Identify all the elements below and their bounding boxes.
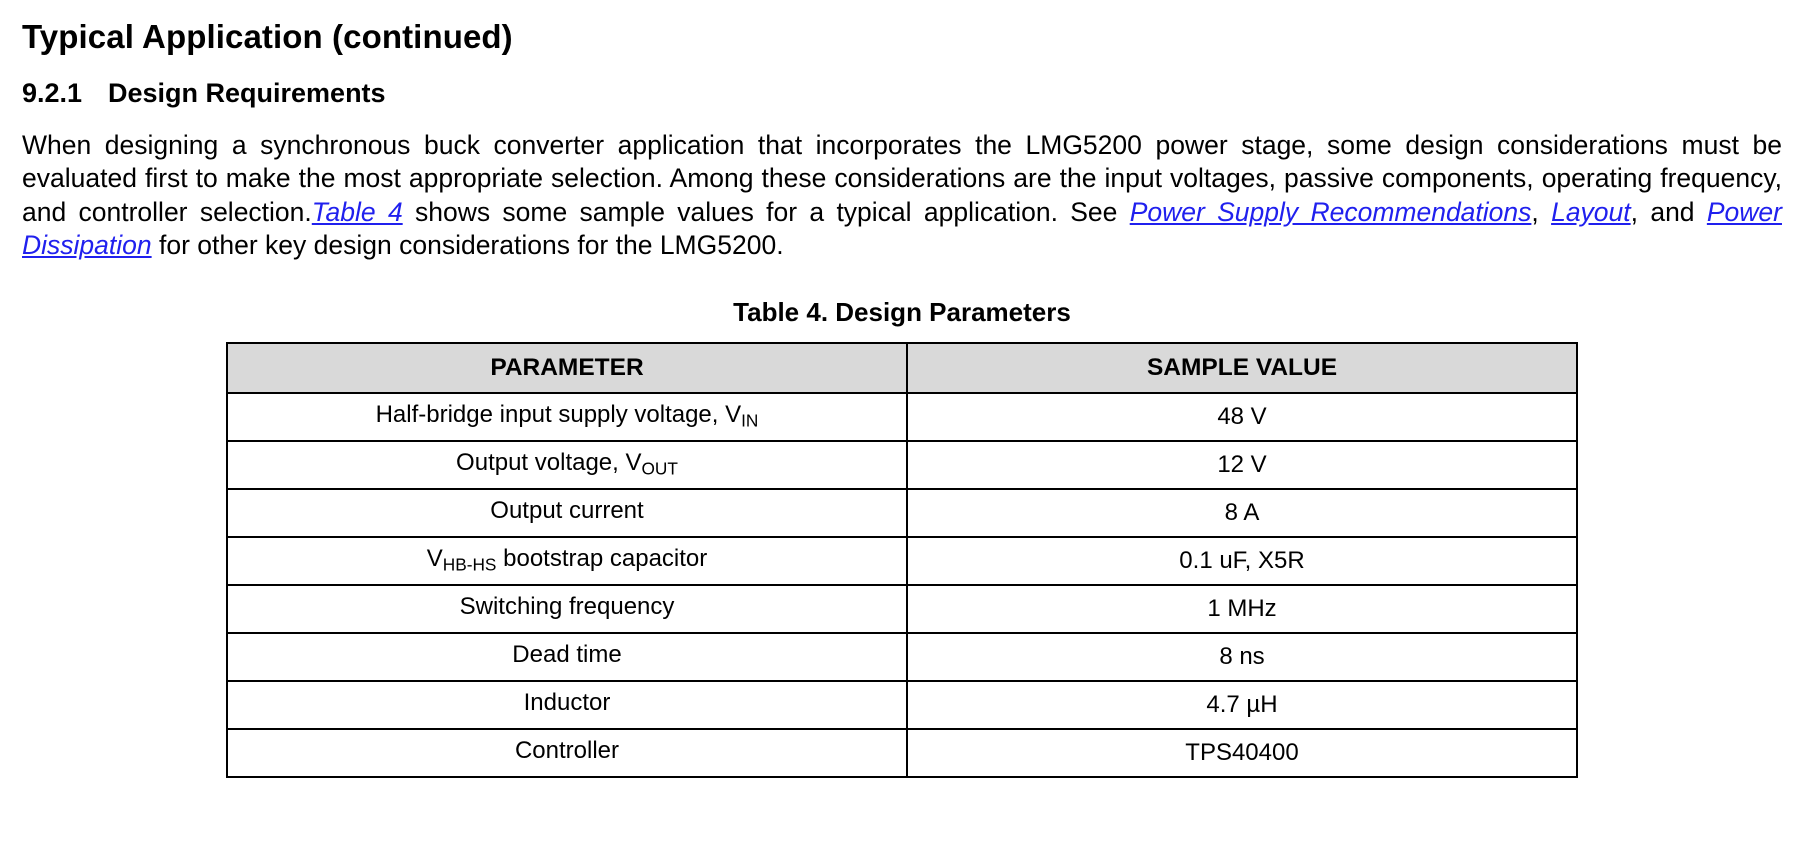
parameter-prefix: Inductor (523, 689, 611, 717)
cell-parameter (227, 729, 907, 777)
parameter-prefix: Switching frequency (459, 593, 675, 621)
cell-sample-value: 0.1 uF, X5R (907, 537, 1577, 585)
cell-sample-value: TPS40400 (907, 729, 1577, 777)
cell-sample-value: 48 V (907, 393, 1577, 441)
design-parameters-table (226, 342, 1578, 778)
parameter-prefix: Controller (514, 737, 620, 765)
link-power-supply-recommendations[interactable]: Power Supply Recommendations (1129, 196, 1532, 227)
parameter-subscript: HB-HS (442, 554, 497, 575)
table-row (227, 681, 1577, 729)
subsection-heading (22, 78, 1782, 109)
table-row (227, 537, 1577, 585)
table-row (227, 729, 1577, 777)
paragraph-part-4: for other key design considerations for the LMG5200. (151, 230, 784, 261)
parameter-prefix: V (426, 545, 443, 573)
cell-sample-value: 8 A (907, 489, 1577, 537)
table-row (227, 585, 1577, 633)
cell-parameter (227, 537, 907, 585)
table-header-row (227, 343, 1577, 393)
link-table-4[interactable]: Table 4 (311, 196, 403, 227)
cell-sample-value: 4.7 µH (907, 681, 1577, 729)
parameter-prefix: Output current (490, 497, 644, 525)
cell-parameter (227, 681, 907, 729)
cell-parameter (227, 489, 907, 537)
table-row (227, 633, 1577, 681)
table-caption: Table 4. Design Parameters (733, 296, 1071, 327)
paragraph-comma-1: , (1531, 196, 1552, 227)
cell-sample-value: 8 ns (907, 633, 1577, 681)
cell-parameter (227, 441, 907, 489)
cell-parameter (227, 585, 907, 633)
column-header-sample-value: SAMPLE VALUE (907, 343, 1577, 393)
cell-parameter (227, 393, 907, 441)
page-title: Typical Application (continued) (22, 18, 513, 55)
link-power-dissipation[interactable]: Power Dissipation (22, 196, 1782, 261)
paragraph-part-1: When designing a synchronous buck converter application that incorporates the LMG5200 power stage, some design considerations must be evaluated first to make the most appropriate selection. Among these considerations are the input voltages, passive components, operating frequency, and controller selection. (22, 130, 1782, 227)
cell-sample-value: 1 MHz (907, 585, 1577, 633)
subsection-number: 9.2.1 (22, 78, 83, 108)
parameter-subscript: IN (741, 410, 759, 431)
design-requirements-paragraph (22, 129, 1782, 263)
parameter-prefix: Half-bridge input supply voltage, V (375, 401, 742, 429)
parameter-prefix: Output voltage, V (456, 449, 642, 477)
column-header-parameter: PARAMETER (227, 343, 907, 393)
parameter-subscript: OUT (641, 458, 678, 479)
paragraph-part-2: shows some sample values for a typical application. See (402, 196, 1130, 227)
table-row (227, 393, 1577, 441)
table-row (227, 489, 1577, 537)
parameter-suffix: bootstrap capacitor (496, 545, 708, 573)
paragraph-part-3: , and (1630, 196, 1707, 227)
parameter-prefix: Dead time (512, 641, 622, 669)
cell-parameter (227, 633, 907, 681)
table-row (227, 441, 1577, 489)
cell-sample-value: 12 V (907, 441, 1577, 489)
link-layout[interactable]: Layout (1551, 196, 1631, 227)
subsection-title-text: Design Requirements (108, 78, 386, 108)
